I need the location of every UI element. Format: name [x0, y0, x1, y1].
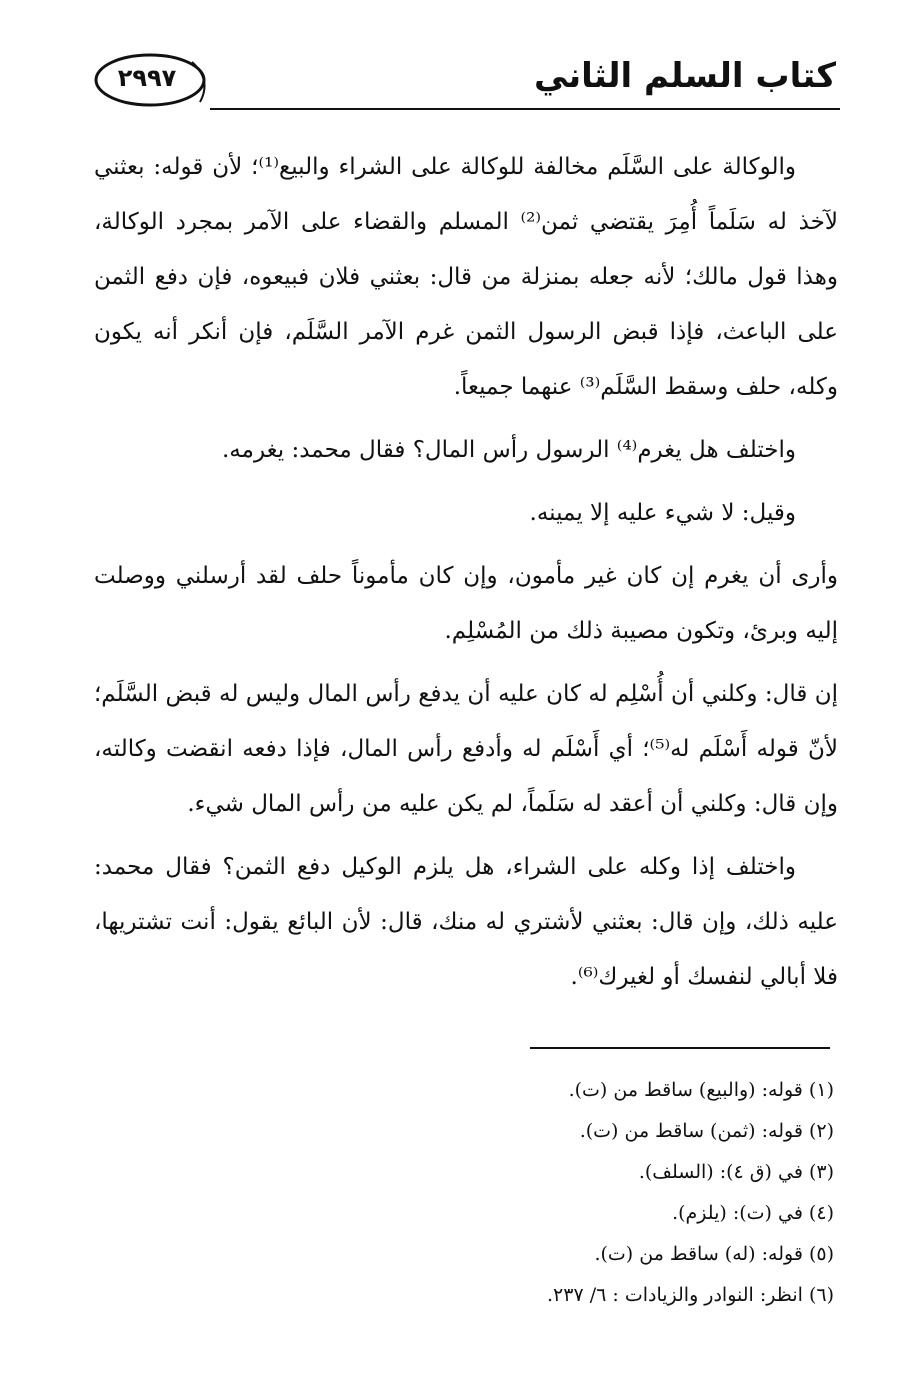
page-header [92, 46, 840, 116]
paragraph: وقيل: لا شيء عليه إلا يمينه. [529, 500, 796, 526]
running-title: كتاب السلم الثاني [533, 56, 836, 96]
footnote: (٤) في (ت): (يلزم). [672, 1202, 834, 1224]
page-number: ٢٩٩٧ [117, 64, 177, 92]
paragraph: إن قال: وكلني أن أُسْلِم له كان عليه أن يدفع رأس المال وليس له قبض السَّلَم؛ لأنّ قوله أَسْلَم له⁽⁵⁾؛ أي أَسْلَم له وأدفع رأس المال، فإذا دفعه انقضت وكالته، وإن قال: وكلني أن أعقد له سَلَماً، لم يكن عليه من رأس المال شيء. [94, 681, 838, 817]
footnote: (٦) انظر: النوادر والزيادات : ٦/ ٢٣٧. [547, 1284, 834, 1306]
footnote: (٢) قوله: (ثمن) ساقط من (ت). [579, 1120, 834, 1142]
footnote: (٥) قوله: (له) ساقط من (ت). [594, 1243, 834, 1265]
paragraph: واختلف هل يغرم⁽⁴⁾ الرسول رأس المال؟ فقال محمد: يغرمه. [221, 437, 796, 463]
header-rule [210, 108, 840, 110]
footnote: (١) قوله: (والبيع) ساقط من (ت). [568, 1079, 834, 1101]
footnotes [234, 1070, 834, 1316]
paragraph: والوكالة على السَّلَم مخالفة للوكالة على الشراء والبيع⁽¹⁾؛ لأن قوله: بعثني لآخذ له سَلَماً أُمِرَ يقتضي ثمن⁽²⁾ المسلم والقضاء على الآمر بمجرد الوكالة، وهذا قول مالك؛ لأنه جعله بمنزلة من قال: بعثني فلان فبيعوه، فإن دفع الثمن على الباعث، فإذا قبض الرسول الثمن غرم الآمر السَّلَم، فإن أنكر أنه يكون وكله، حلف وسقط السَّلَم⁽³⁾ عنهما جميعاً. [94, 154, 839, 400]
footnote-separator [530, 1047, 830, 1049]
paragraph: وأرى أن يغرم إن كان غير مأمون، وإن كان مأموناً حلف لقد أرسلني ووصلت إليه وبرئ، وتكون مصيبة ذلك من المُسْلِم. [94, 563, 838, 644]
paragraph: واختلف إذا وكله على الشراء، هل يلزم الوكيل دفع الثمن؟ فقال محمد: عليه ذلك، وإن قال: بعثني لأشتري له منك، قال: لأن البائع يقول: أنت تشتريها، فلا أبالي لنفسك أو لغيرك⁽⁶⁾. [94, 854, 838, 990]
footnote: (٣) في (ق ٤): (السلف). [638, 1161, 834, 1183]
main-text [94, 140, 838, 1013]
page-number-badge [92, 50, 222, 110]
